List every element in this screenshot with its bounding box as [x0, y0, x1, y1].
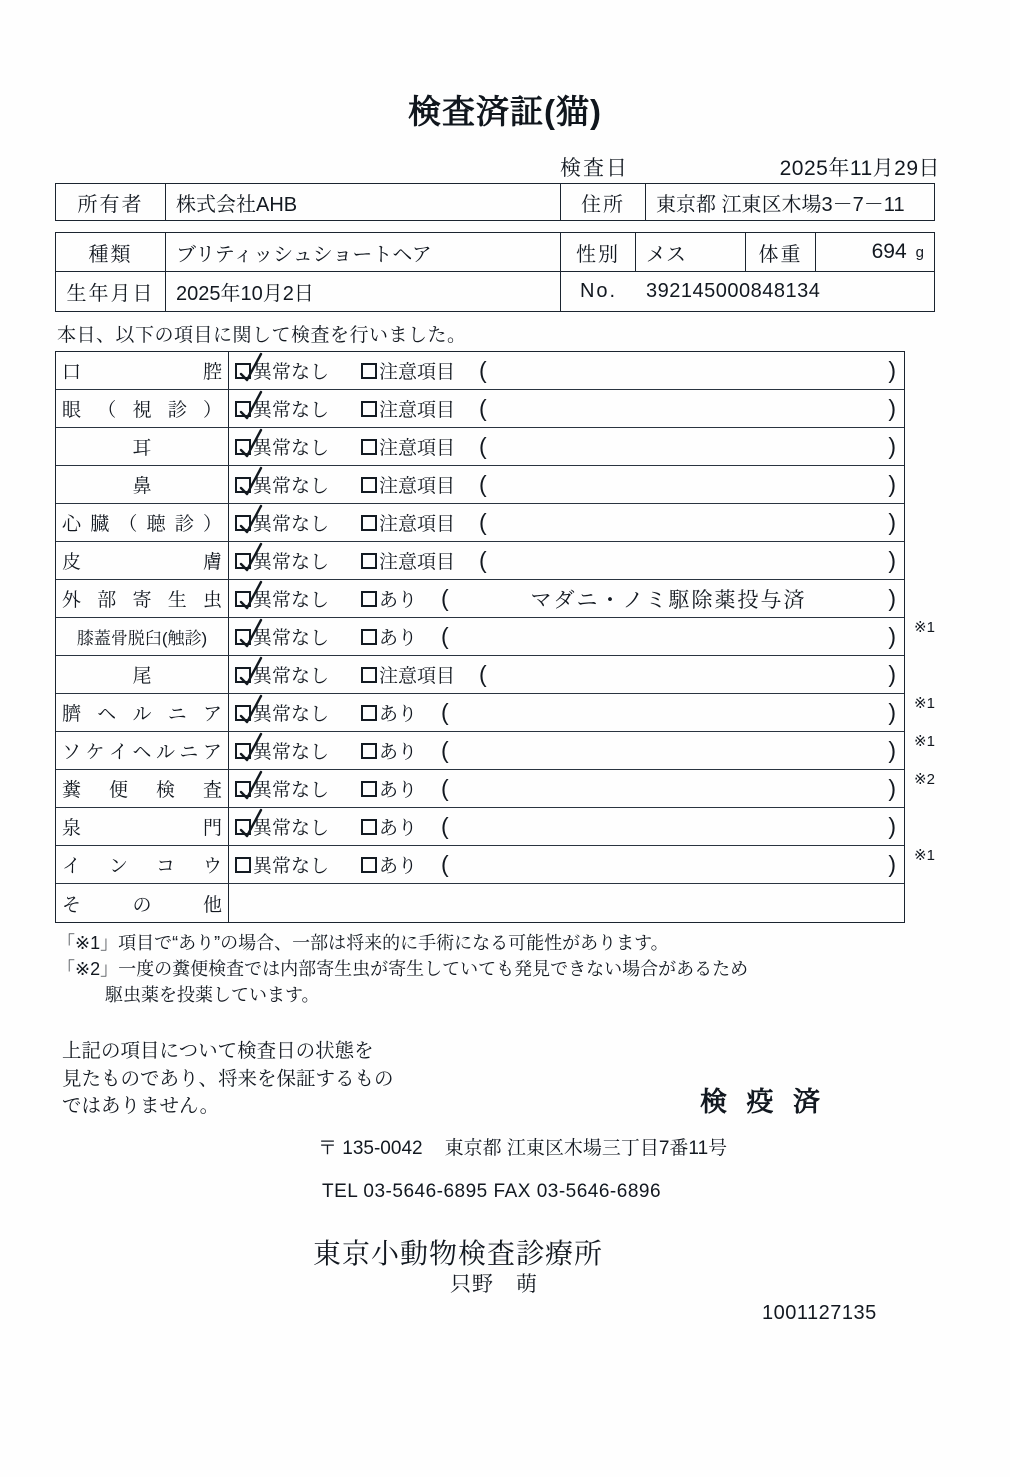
inspection-row-label: 心 臓 （ 聴 診 ） — [56, 504, 229, 541]
breed-value: ブリティッシュショートヘア — [166, 233, 561, 271]
option-secondary[interactable] — [361, 357, 455, 384]
option-normal-label: 異常なし — [253, 780, 330, 801]
inspection-row — [56, 808, 904, 846]
paren-close: ) — [888, 509, 896, 535]
option-normal-label: 異常なし — [253, 742, 330, 763]
remark-field[interactable] — [441, 699, 904, 726]
clinic-name: 東京小動物検査診療所 — [313, 1238, 604, 1269]
checkbox-secondary[interactable] — [361, 591, 377, 607]
paren-close: ) — [888, 737, 896, 763]
option-secondary-label: 注意項目 — [379, 514, 456, 535]
inspection-row-body — [229, 352, 904, 389]
checkbox-normal[interactable] — [235, 439, 251, 455]
option-normal-label: 異常なし — [253, 400, 330, 421]
remark-field[interactable] — [441, 775, 904, 802]
option-secondary[interactable] — [361, 775, 417, 802]
option-secondary[interactable] — [361, 471, 455, 498]
checkbox-normal[interactable] — [235, 401, 251, 417]
option-secondary[interactable] — [361, 813, 417, 840]
option-normal-label: 異常なし — [253, 666, 330, 687]
owner-label: 所有者 — [56, 184, 166, 220]
option-secondary[interactable] — [361, 737, 417, 764]
paren-close: ) — [888, 623, 896, 649]
sex-label: 性別 — [561, 233, 636, 271]
checkbox-normal[interactable] — [235, 667, 251, 683]
inspection-row-label: イ ン コ ウ — [56, 846, 229, 883]
inspection-row-label: 眼 （ 視 診 ） — [56, 390, 229, 427]
remark-field[interactable] — [441, 623, 904, 650]
disclaimer-line-3: ではありません。 — [62, 1095, 220, 1118]
checkbox-secondary[interactable] — [361, 819, 377, 835]
inspection-row-body — [229, 808, 904, 845]
paren-open: ( — [479, 547, 487, 573]
owner-value: 株式会社AHB — [166, 184, 561, 220]
note-marker: ※1 — [914, 695, 935, 712]
sex-value: メス — [636, 233, 746, 271]
paren-close: ) — [888, 433, 896, 459]
paren-open: ( — [441, 737, 449, 763]
paren-open: ( — [441, 775, 449, 801]
weight-value: 694 — [871, 240, 907, 263]
option-normal[interactable] — [235, 851, 329, 878]
animal-row-dob — [56, 272, 934, 311]
inspection-row — [56, 428, 904, 466]
option-normal[interactable] — [235, 433, 329, 460]
option-secondary[interactable] — [361, 547, 455, 574]
animal-row-breed — [56, 233, 934, 272]
inspection-row-body — [229, 846, 904, 883]
remark-field[interactable] — [441, 584, 904, 614]
paren-close: ) — [888, 851, 896, 877]
option-secondary[interactable] — [361, 509, 455, 536]
footnote-2-line2: 駆虫薬を投薬しています。 — [105, 985, 320, 1006]
checkbox-normal[interactable] — [235, 591, 251, 607]
option-normal[interactable] — [235, 813, 329, 840]
remark-field[interactable] — [479, 471, 904, 498]
inspection-row — [56, 732, 935, 770]
page-title: 検査済証(猫) — [408, 93, 602, 130]
option-normal-label: 異常なし — [253, 704, 330, 725]
inspection-row-label: ソ ケ イ ヘ ル ニ ア — [56, 732, 229, 769]
paren-open: ( — [441, 813, 449, 839]
remark-field[interactable] — [441, 737, 904, 764]
option-secondary-label: 注意項目 — [379, 476, 456, 497]
option-normal[interactable] — [235, 357, 329, 384]
checkbox-normal[interactable] — [235, 363, 251, 379]
option-secondary-label: あり — [379, 780, 418, 801]
checkbox-normal[interactable] — [235, 629, 251, 645]
option-secondary[interactable] — [361, 661, 455, 688]
paren-close: ) — [888, 357, 896, 383]
exam-date-value: 2025年11月29日 — [779, 157, 940, 180]
checkbox-secondary[interactable] — [361, 743, 377, 759]
option-secondary[interactable] — [361, 623, 417, 650]
remark-text: マダニ・ノミ駆除薬投与済 — [530, 588, 807, 612]
checkbox-normal[interactable] — [235, 515, 251, 531]
paren-open: ( — [479, 357, 487, 383]
checkbox-secondary[interactable] — [361, 857, 377, 873]
option-normal[interactable] — [235, 471, 329, 498]
inspection-row — [56, 618, 935, 656]
inspection-row — [56, 352, 904, 390]
remark-field[interactable] — [479, 357, 904, 384]
checkbox-secondary[interactable] — [361, 553, 377, 569]
option-secondary[interactable] — [361, 585, 417, 612]
option-normal-label: 異常なし — [253, 818, 330, 839]
checkbox-secondary[interactable] — [361, 781, 377, 797]
option-normal[interactable] — [235, 623, 329, 650]
inspection-row — [56, 542, 904, 580]
paren-close: ) — [888, 661, 896, 687]
inspection-row — [56, 656, 904, 694]
note-marker: ※1 — [914, 847, 935, 864]
option-secondary-label: あり — [379, 628, 418, 649]
checkbox-normal[interactable] — [235, 819, 251, 835]
microchip-no-value: 392145000848134 — [646, 280, 821, 302]
option-secondary-label: 注意項目 — [379, 362, 456, 383]
paren-open: ( — [441, 699, 449, 725]
inspection-row-body — [229, 770, 904, 807]
paren-close: ) — [888, 547, 896, 573]
option-normal-label: 異常なし — [253, 856, 330, 877]
option-normal[interactable] — [235, 737, 329, 764]
option-secondary-label: あり — [379, 704, 418, 725]
inspection-row-body — [229, 732, 904, 769]
clinic-address-line — [318, 1133, 727, 1160]
inspection-row-body — [229, 390, 904, 427]
veterinarian-name: 只野 萌 — [450, 1273, 538, 1296]
weight-label: 体重 — [746, 233, 816, 271]
inspection-row — [56, 846, 935, 884]
note-marker: ※2 — [914, 771, 935, 788]
option-secondary-label: あり — [379, 818, 418, 839]
inspection-row-body — [229, 504, 904, 541]
address-label: 住所 — [561, 184, 646, 220]
inspection-row — [56, 580, 904, 618]
inspection-row-label: 外 部 寄 生 虫 — [56, 580, 229, 617]
option-normal-label: 異常なし — [253, 438, 330, 459]
checkbox-secondary[interactable] — [361, 401, 377, 417]
inspection-row — [56, 390, 904, 428]
paren-open: ( — [479, 395, 487, 421]
weight-value-cell — [816, 233, 934, 271]
checkbox-normal[interactable] — [235, 743, 251, 759]
checkbox-secondary[interactable] — [361, 363, 377, 379]
checkbox-secondary[interactable] — [361, 515, 377, 531]
exam-date-label: 検査日 — [560, 157, 629, 180]
dob-value: 2025年10月2日 — [166, 272, 561, 311]
option-secondary-label: あり — [379, 590, 418, 611]
inspection-table — [55, 351, 935, 923]
option-normal[interactable] — [235, 547, 329, 574]
option-secondary-label: 注意項目 — [379, 438, 456, 459]
inspection-row-body — [229, 580, 904, 617]
option-normal-label: 異常なし — [253, 476, 330, 497]
inspection-row-body — [229, 428, 904, 465]
option-normal[interactable] — [235, 661, 329, 688]
note-marker: ※1 — [914, 619, 935, 636]
checkbox-normal[interactable] — [235, 857, 251, 873]
paren-close: ) — [888, 775, 896, 801]
paren-close: ) — [888, 471, 896, 497]
checkbox-normal[interactable] — [235, 781, 251, 797]
inspection-row-label: そ の 他 — [56, 884, 229, 922]
paren-close: ) — [888, 585, 896, 611]
option-normal[interactable] — [235, 585, 329, 612]
option-secondary-label: 注意項目 — [379, 666, 456, 687]
inspection-row-label: 臍 ヘ ル ニ ア — [56, 694, 229, 731]
inspection-row-label: 皮 膚 — [56, 542, 229, 579]
inspection-row-body — [229, 884, 904, 922]
option-normal[interactable] — [235, 395, 329, 422]
footnotes — [57, 930, 937, 1008]
paren-close: ) — [888, 699, 896, 725]
inspection-row-label: 尾 — [56, 656, 229, 693]
inspection-row-label: 泉 門 — [56, 808, 229, 845]
inspection-row — [56, 504, 904, 542]
option-normal[interactable] — [235, 775, 329, 802]
address-value: 東京都 江東区木場3－7－11 — [656, 193, 905, 216]
animal-info-box — [55, 232, 935, 312]
inspection-row-label: 糞 便 検 査 — [56, 770, 229, 807]
option-secondary[interactable] — [361, 851, 417, 878]
note-marker: ※1 — [914, 733, 935, 750]
inspection-row — [56, 884, 904, 922]
inspection-row-label: 鼻 — [56, 466, 229, 503]
checkbox-secondary[interactable] — [361, 705, 377, 721]
paren-close: ) — [888, 395, 896, 421]
footnote-1: 「※1」項目で“あり”の場合、一部は将来的に手術になる可能性があります。 — [57, 933, 669, 953]
clinic-zip: 〒 135-0042 — [318, 1138, 423, 1159]
clinic-address: 東京都 江東区木場三丁目7番11号 — [444, 1138, 728, 1159]
option-normal[interactable] — [235, 699, 329, 726]
disclaimer-line-2: 見たものであり、将来を保証するもの — [62, 1067, 394, 1090]
checkbox-normal[interactable] — [235, 705, 251, 721]
inspection-row — [56, 694, 935, 732]
checkbox-secondary[interactable] — [361, 439, 377, 455]
remark-field[interactable] — [441, 851, 904, 878]
remark-field[interactable] — [479, 509, 904, 536]
checkbox-secondary[interactable] — [361, 477, 377, 493]
checkbox-secondary[interactable] — [361, 667, 377, 683]
disclaimer-line-1: 上記の項目について検査日の状態を — [62, 1040, 374, 1062]
inspection-row — [56, 466, 904, 504]
inspection-row-label: 膝蓋骨脱臼(触診) — [56, 618, 229, 655]
clinic-tel-fax: TEL 03-5646-6895 FAX 03-5646-6896 — [322, 1181, 662, 1202]
inspection-row-body — [229, 618, 904, 655]
inspection-row-body — [229, 542, 904, 579]
paren-open: ( — [479, 433, 487, 459]
intro-sentence: 本日、以下の項目に関して検査を行いました。 — [57, 325, 467, 346]
option-secondary-label: あり — [379, 742, 418, 763]
option-normal-label: 異常なし — [253, 590, 330, 611]
option-secondary-label: 注意項目 — [379, 552, 456, 573]
option-secondary-label: あり — [379, 856, 418, 877]
option-secondary-label: 注意項目 — [379, 400, 456, 421]
inspection-row-label: 耳 — [56, 428, 229, 465]
remark-field[interactable] — [479, 661, 904, 688]
option-normal-label: 異常なし — [253, 552, 330, 573]
paren-open: ( — [441, 623, 449, 649]
serial-number: 1001127135 — [762, 1302, 877, 1324]
paren-open: ( — [441, 851, 449, 877]
owner-info-box — [55, 183, 935, 221]
remark-field[interactable] — [441, 813, 904, 840]
remark-field[interactable] — [479, 547, 904, 574]
paren-close: ) — [888, 813, 896, 839]
breed-label: 種類 — [56, 233, 166, 271]
dob-label: 生年月日 — [56, 272, 166, 311]
option-normal-label: 異常なし — [253, 514, 330, 535]
inspection-row-body — [229, 694, 904, 731]
paren-open: ( — [479, 509, 487, 535]
inspection-row-body — [229, 656, 904, 693]
option-normal-label: 異常なし — [253, 362, 330, 383]
microchip-no-label: No. — [579, 280, 618, 302]
checkbox-normal[interactable] — [235, 477, 251, 493]
weight-unit: g — [915, 243, 924, 261]
quarantine-stamp: 検 疫 済 — [700, 1087, 827, 1117]
disclaimer — [62, 1038, 462, 1121]
option-secondary[interactable] — [361, 699, 417, 726]
option-normal-label: 異常なし — [253, 628, 330, 649]
option-secondary[interactable] — [361, 433, 455, 460]
paren-open: ( — [479, 661, 487, 687]
remark-field[interactable] — [479, 395, 904, 422]
inspection-row-label: 口 腔 — [56, 352, 229, 389]
option-secondary[interactable] — [361, 395, 455, 422]
remark-field[interactable] — [479, 433, 904, 460]
checkbox-normal[interactable] — [235, 553, 251, 569]
inspection-row-body — [229, 466, 904, 503]
checkbox-secondary[interactable] — [361, 629, 377, 645]
footnote-2-line1: 「※2」一度の糞便検査では内部寄生虫が寄生していても発見できない場合があるため — [57, 959, 749, 980]
exam-date-row — [560, 152, 940, 182]
paren-open: ( — [441, 585, 449, 611]
paren-open: ( — [479, 471, 487, 497]
inspection-row — [56, 770, 935, 808]
option-normal[interactable] — [235, 509, 329, 536]
